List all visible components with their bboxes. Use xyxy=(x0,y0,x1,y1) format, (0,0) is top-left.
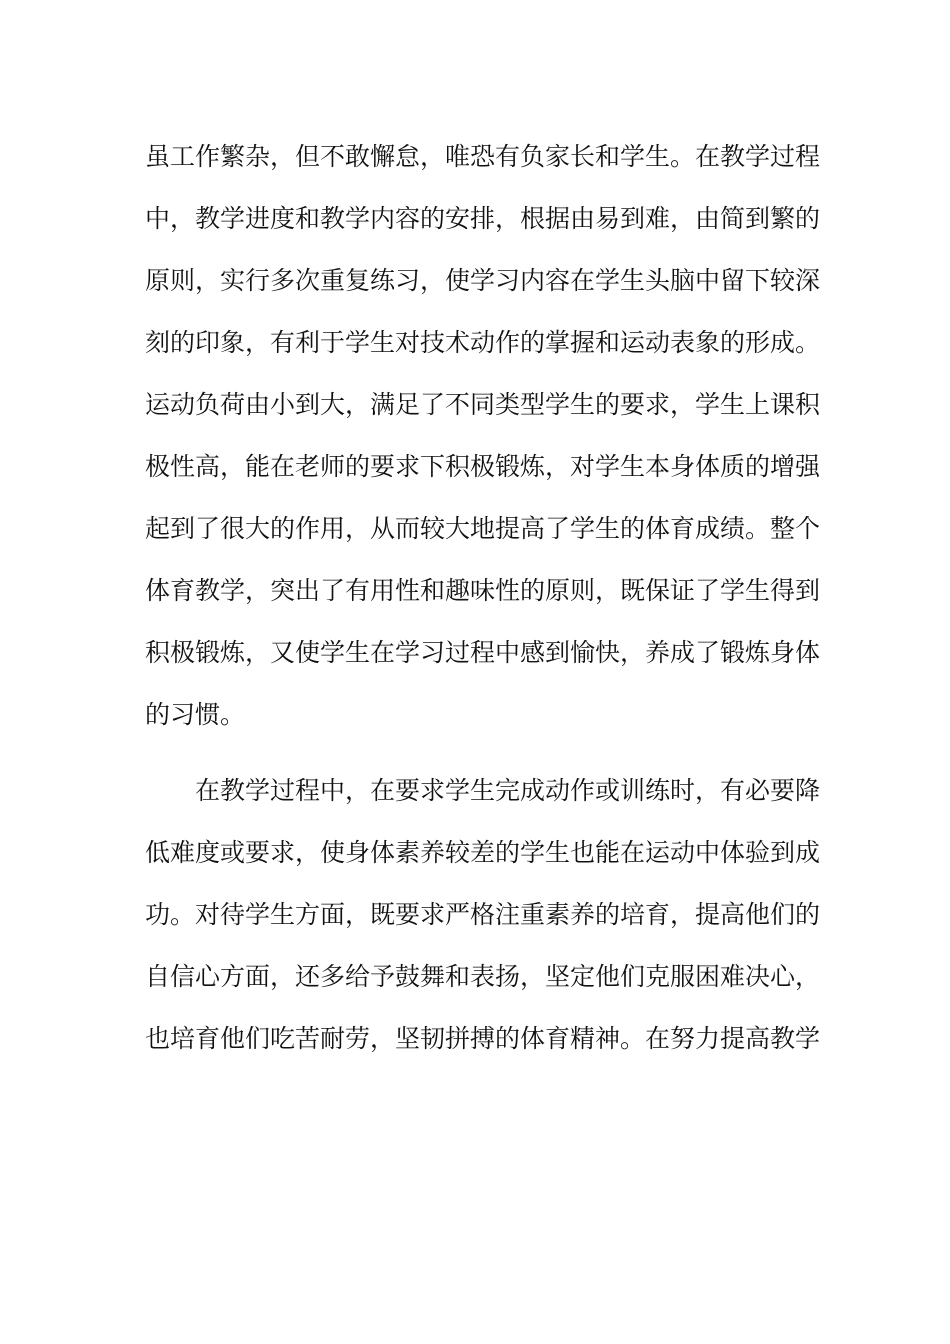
text-line: 中，教学进度和教学内容的安排，根据由易到难，由简到繁的 xyxy=(145,204,821,233)
text-line: 功。对待学生方面，既要求严格注重素养的培育，提高他们的 xyxy=(145,900,821,929)
text-line: 虽工作繁杂，但不敢懈怠，唯恐有负家长和学生。在教学过程 xyxy=(145,142,821,171)
text-line: 的习惯。 xyxy=(145,700,246,729)
body-text xyxy=(145,126,821,1070)
text-line: 运动负荷由小到大，满足了不同类型学生的要求，学生上课积 xyxy=(145,390,821,419)
text-line: 积极锻炼，又使学生在学习过程中感到愉快，养成了锻炼身体 xyxy=(145,638,821,667)
text-line: 体育教学，突出了有用性和趣味性的原则，既保证了学生得到 xyxy=(145,576,821,605)
text-line: 低难度或要求，使身体素养较差的学生也能在运动中体验到成 xyxy=(145,838,821,867)
paragraph-2 xyxy=(145,760,821,1070)
text-line: 极性高，能在老师的要求下积极锻炼，对学生本身体质的增强 xyxy=(145,452,821,481)
text-line: 刻的印象，有利于学生对技术动作的掌握和运动表象的形成。 xyxy=(145,328,821,357)
text-line: 原则，实行多次重复练习，使学习内容在学生头脑中留下较深 xyxy=(145,266,821,295)
paragraph-1 xyxy=(145,126,821,746)
text-line: 起到了很大的作用，从而较大地提高了学生的体育成绩。整个 xyxy=(145,514,821,543)
paragraph-gap xyxy=(145,746,809,760)
text-line: 自信心方面，还多给予鼓舞和表扬，坚定他们克服困难决心， xyxy=(145,962,821,991)
text-line: 在教学过程中，在要求学生完成动作或训练时，有必要降 xyxy=(195,776,821,805)
text-line: 也培育他们吃苦耐劳，坚韧拼搏的体育精神。在努力提高教学 xyxy=(145,1024,821,1053)
